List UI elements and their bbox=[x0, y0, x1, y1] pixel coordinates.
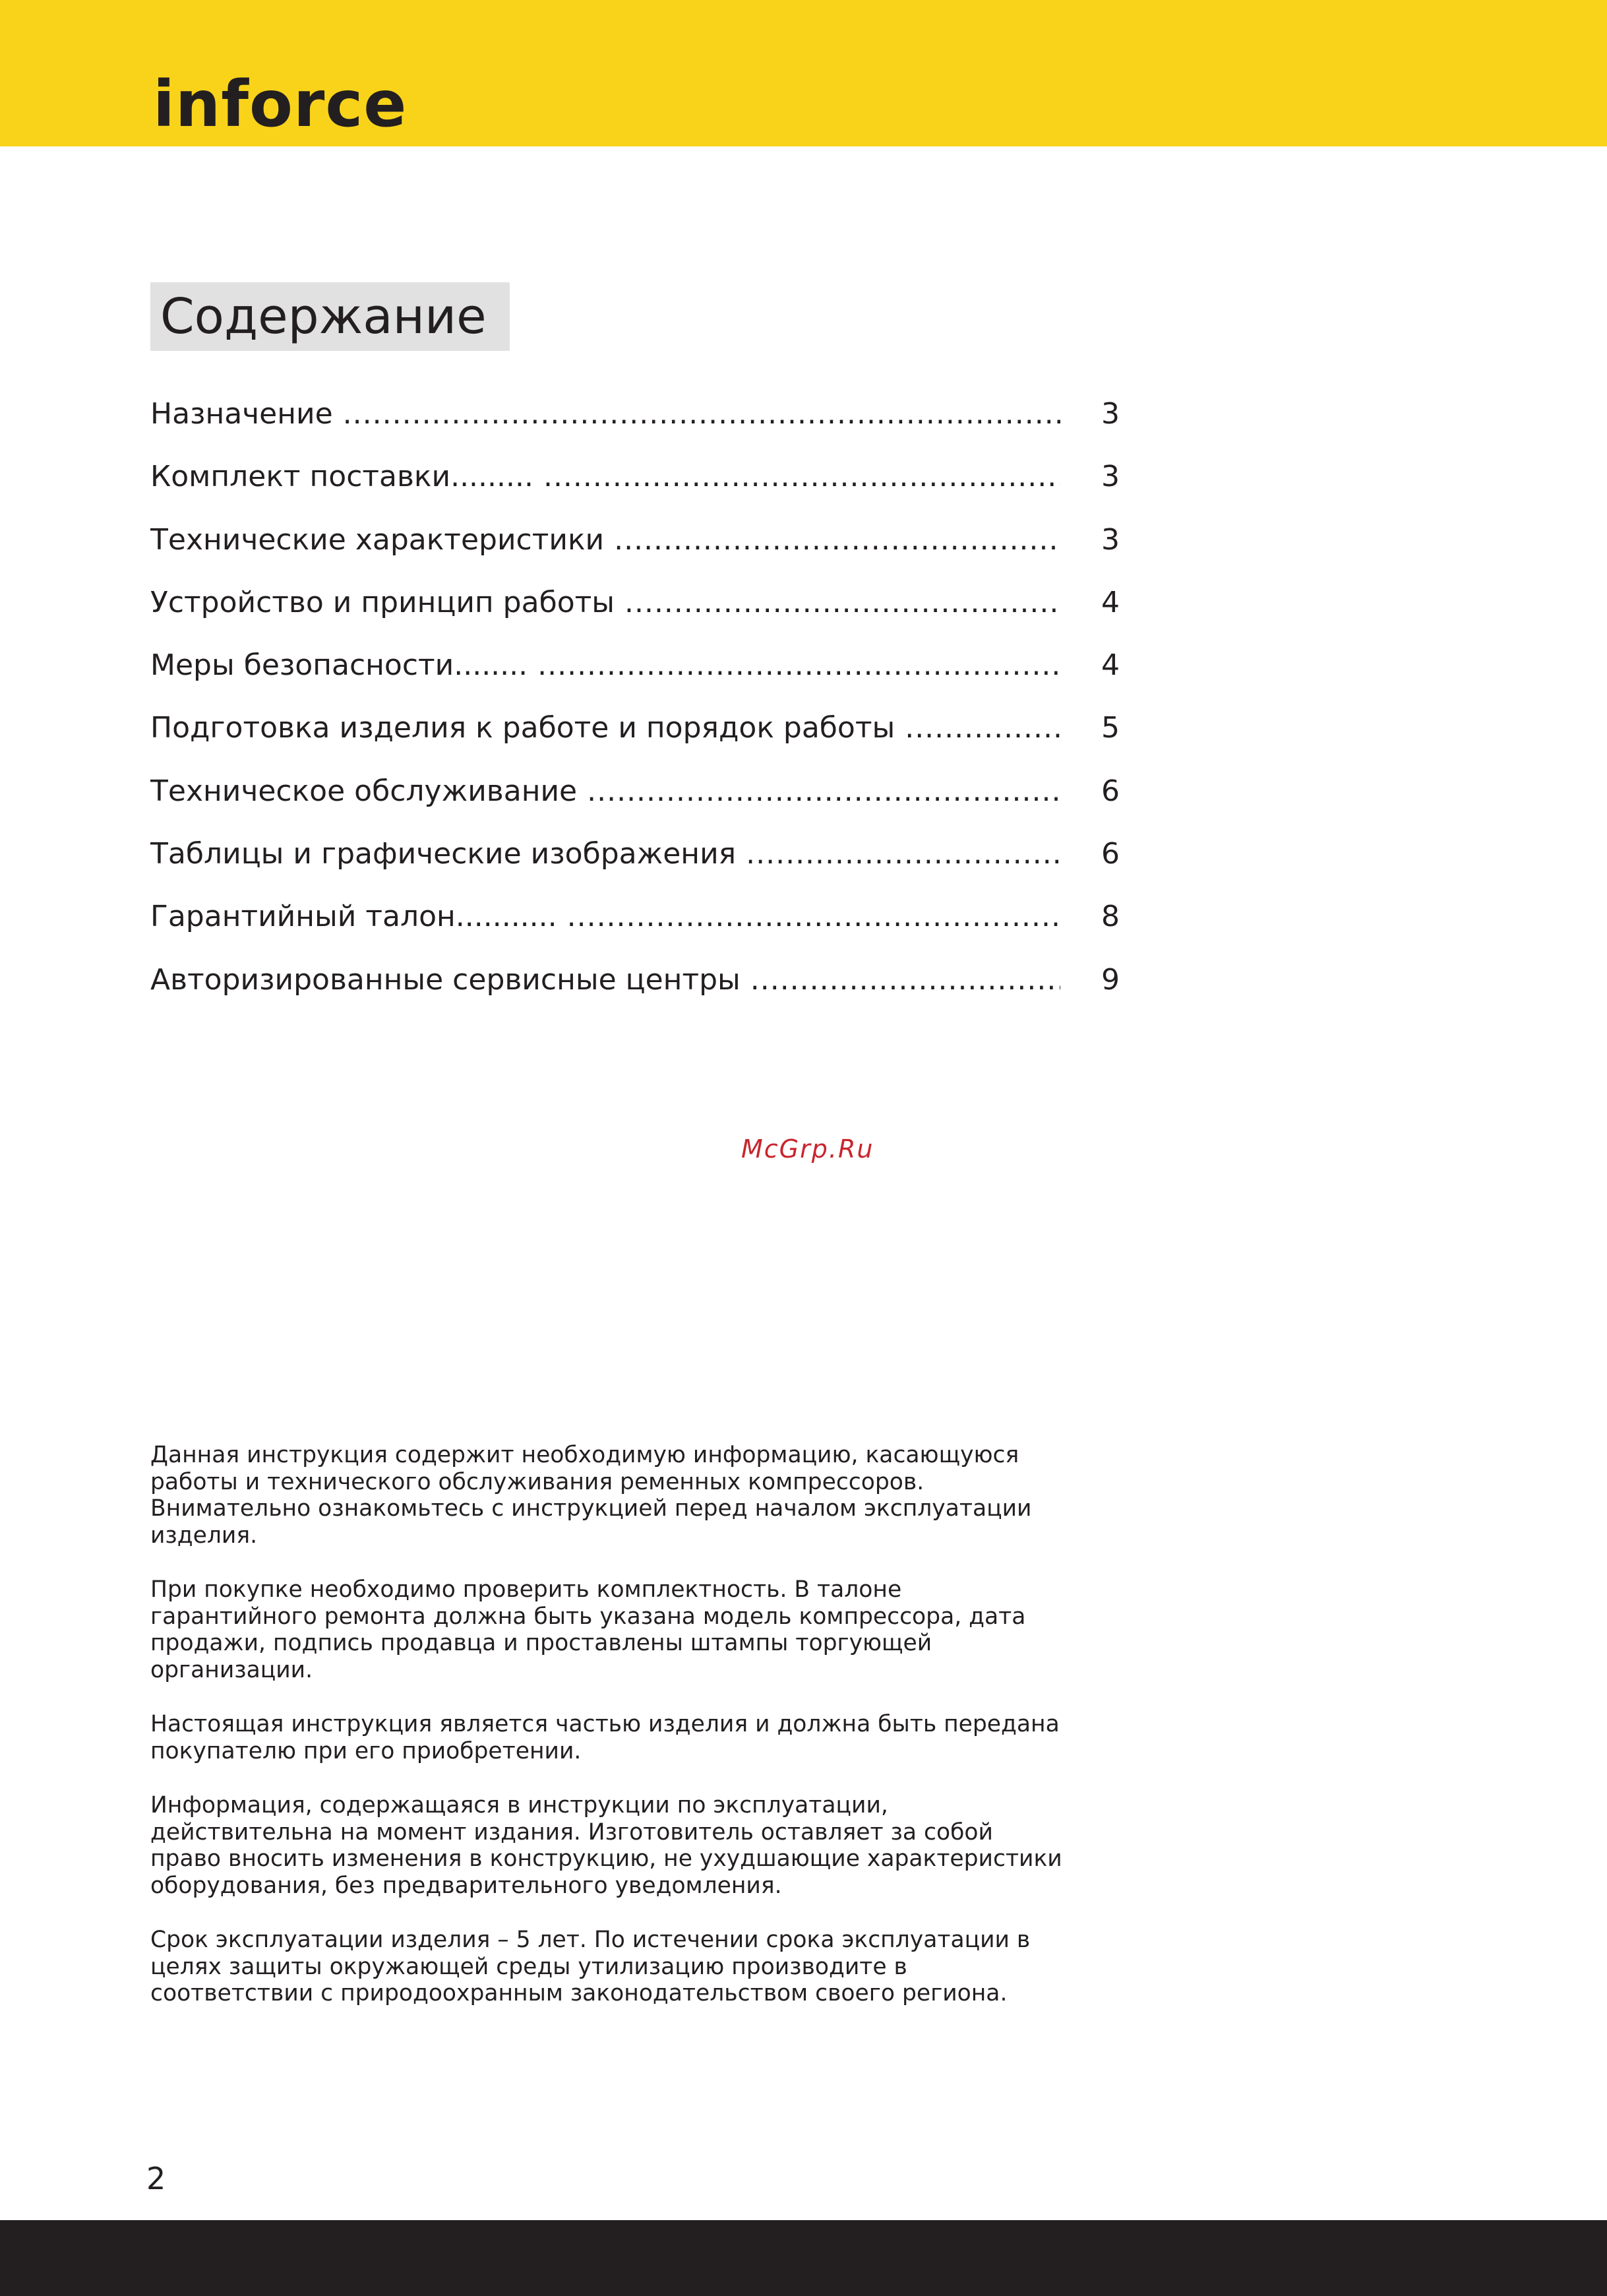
watermark: McGrp.Ru bbox=[741, 1134, 874, 1164]
toc-item[interactable] bbox=[150, 952, 1120, 1015]
toc-item-label: Комплект поставки......... ..... bbox=[150, 449, 1060, 505]
brand-logo: inforce bbox=[153, 67, 408, 141]
toc-item-label: Меры безопасности........ ..... bbox=[150, 638, 1060, 693]
footer-band bbox=[0, 2220, 1607, 2296]
toc-item-label: Таблицы и графические изображения ..... bbox=[150, 826, 1060, 882]
intro-paragraph: При покупке необходимо проверить комплектность. В талоне гарантийного ремонта должна быть указана модель компрессора, дата продажи, подпись продавца и проставлены штампы торгующей организации. bbox=[150, 1576, 1026, 1683]
toc-item-page: 8 bbox=[1101, 900, 1120, 934]
toc-title: Содержание bbox=[160, 288, 487, 345]
toc-item-label: Авторизированные сервисные центры ..... bbox=[150, 952, 1060, 1008]
toc-item[interactable] bbox=[150, 575, 1120, 638]
toc-item[interactable] bbox=[150, 512, 1120, 575]
table-of-contents bbox=[150, 387, 1120, 1015]
toc-item-page: 3 bbox=[1101, 522, 1120, 557]
toc-item-label: Технические характеристики ..... bbox=[150, 512, 1060, 568]
intro-paragraph: Данная инструкция содержит необходимую информацию, касающуюся работы и технического обслуживания ременных компрессоров. Внимательно ознакомьтесь с инструкцией перед началом эксплуатации изделия. bbox=[150, 1442, 1032, 1549]
toc-item-page: 6 bbox=[1101, 774, 1120, 808]
toc-item[interactable] bbox=[150, 889, 1120, 952]
toc-item-page: 3 bbox=[1101, 460, 1120, 494]
toc-item-page: 4 bbox=[1101, 648, 1120, 683]
toc-item[interactable] bbox=[150, 764, 1120, 826]
toc-item[interactable] bbox=[150, 449, 1120, 512]
intro-paragraph: Настоящая инструкция является частью изделия и должна быть передана покупателю при его приобретении. bbox=[150, 1711, 1060, 1764]
toc-item-label: Назначение ..... bbox=[150, 387, 1060, 442]
toc-item-page: 9 bbox=[1101, 962, 1120, 997]
toc-item-page: 6 bbox=[1101, 837, 1120, 871]
toc-item-page: 5 bbox=[1101, 711, 1120, 745]
toc-item-page: 4 bbox=[1101, 585, 1120, 619]
toc-item[interactable] bbox=[150, 826, 1120, 889]
toc-item[interactable] bbox=[150, 387, 1120, 449]
intro-paragraph: Информация, содержащаяся в инструкции по эксплуатации, действительна на момент издания. Изготовитель оставляет за собой право вносить изменения в конструкцию, не ухудшающие характеристики оборудования, без предварительного уведомления. bbox=[150, 1792, 1062, 1899]
toc-item-label: Устройство и принцип работы ..... bbox=[150, 575, 1060, 631]
page-number: 2 bbox=[146, 2161, 166, 2196]
toc-item-label: Техническое обслуживание ..... bbox=[150, 764, 1060, 819]
toc-item[interactable] bbox=[150, 700, 1120, 763]
toc-item[interactable] bbox=[150, 638, 1120, 700]
intro-paragraph: Срок эксплуатации изделия – 5 лет. По истечении срока эксплуатации в целях защиты окружающей среды утилизацию производите в соответствии с природоохранным законодательством своего региона. bbox=[150, 1927, 1031, 2006]
toc-item-label: Гарантийный талон........... ..... bbox=[150, 889, 1060, 945]
toc-item-page: 3 bbox=[1101, 397, 1120, 431]
intro-text bbox=[150, 1442, 1067, 2035]
toc-item-label: Подготовка изделия к работе и порядок работы ..... bbox=[150, 700, 1060, 756]
